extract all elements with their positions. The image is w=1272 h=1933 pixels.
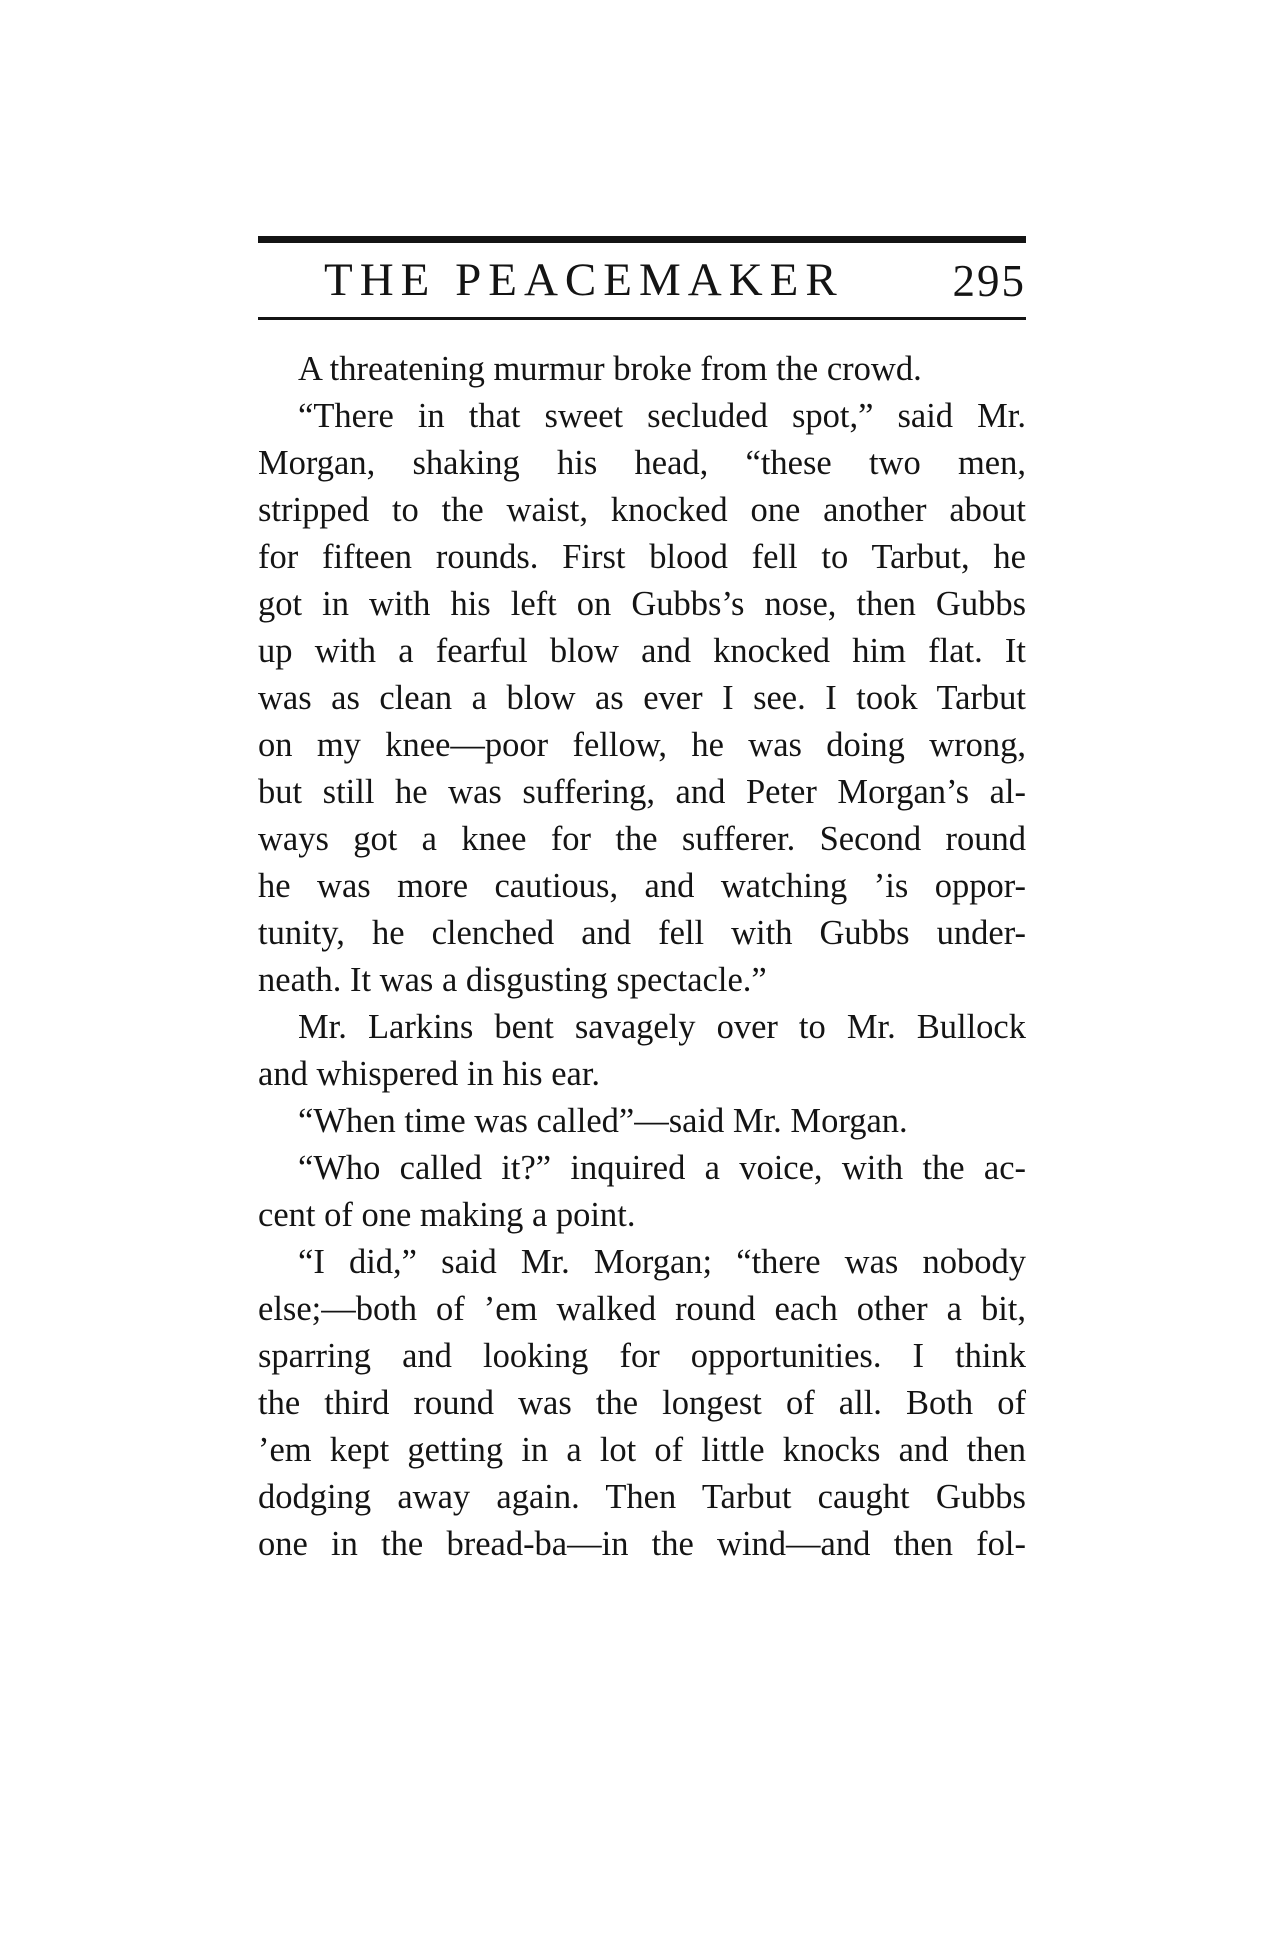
text-line: the third round was the longest of all. Both of (258, 1384, 1026, 1422)
text-line: neath. It was a disgusting spectacle.” (258, 961, 767, 999)
text-line: and whispered in his ear. (258, 1055, 601, 1093)
text-line: got in with his left on Gubbs’s nose, then Gubbs (258, 585, 1026, 623)
page-number: 295 (952, 256, 1026, 306)
text-line: up with a fearful blow and knocked him flat. It (258, 632, 1026, 670)
text-line: stripped to the waist, knocked one another about (258, 491, 1026, 529)
text-line: “Who called it?” inquired a voice, with the ac- (298, 1149, 1026, 1187)
header-rule-top (258, 236, 1026, 243)
header-rule-bottom (258, 317, 1026, 320)
text-line: he was more cautious, and watching ’is oppor- (258, 867, 1026, 905)
text-line: “There in that sweet secluded spot,” said Mr. (298, 397, 1026, 435)
running-title: THE PEACEMAKER (324, 254, 844, 306)
text-line: for fifteen rounds. First blood fell to Tarbut, he (258, 538, 1026, 576)
text-line: sparring and looking for opportunities. I think (258, 1337, 1026, 1375)
text-line: A threatening murmur broke from the crowd. (298, 350, 922, 388)
text-line: ways got a knee for the sufferer. Second round (258, 820, 1026, 858)
text-line: on my knee—poor fellow, he was doing wrong, (258, 726, 1026, 764)
text-line: one in the bread-ba—in the wind—and then fol- (258, 1525, 1026, 1563)
text-line: else;—both of ’em walked round each other a bit, (258, 1290, 1026, 1328)
text-line: “When time was called”—said Mr. Morgan. (298, 1102, 908, 1140)
text-line: ’em kept getting in a lot of little knocks and then (258, 1431, 1026, 1469)
running-head (258, 236, 1026, 320)
header-line (258, 243, 1026, 317)
text-line: but still he was suffering, and Peter Morgan’s al- (258, 773, 1026, 811)
body-text (258, 346, 1026, 1568)
text-line: was as clean a blow as ever I see. I took Tarbut (258, 679, 1026, 717)
text-line: Morgan, shaking his head, “these two men, (258, 444, 1026, 482)
text-line: Mr. Larkins bent savagely over to Mr. Bullock (298, 1008, 1026, 1046)
text-line: dodging away again. Then Tarbut caught Gubbs (258, 1478, 1026, 1516)
text-line: tunity, he clenched and fell with Gubbs under- (258, 914, 1026, 952)
text-line: “I did,” said Mr. Morgan; “there was nobody (298, 1243, 1026, 1281)
text-line: cent of one making a point. (258, 1196, 636, 1234)
